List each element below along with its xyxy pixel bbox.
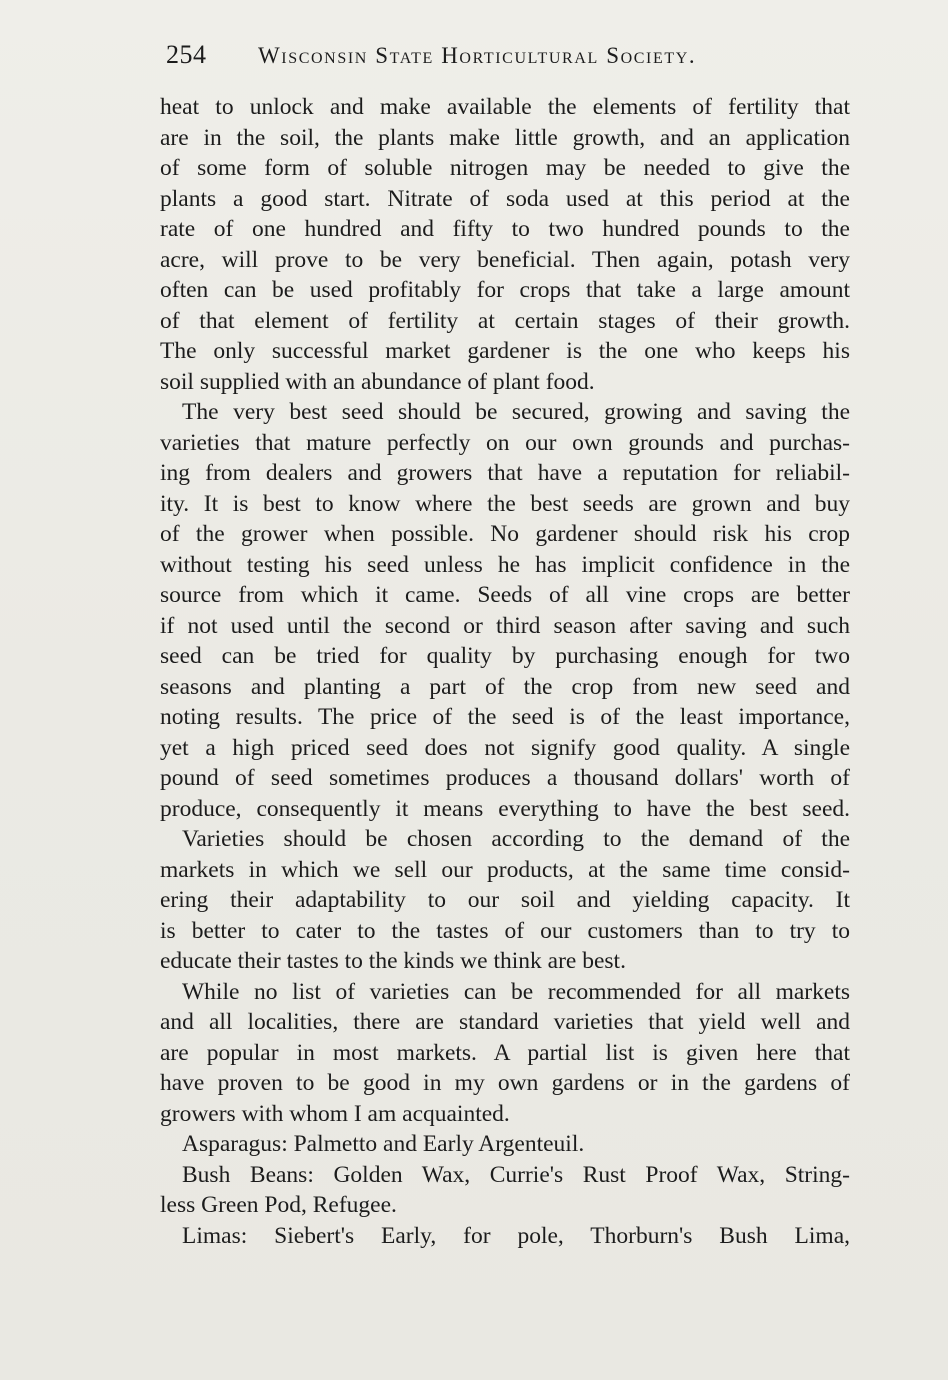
text-line: are popular in most markets. A partial list is given here that	[160, 1039, 850, 1066]
text-line: are in the soil, the plants make little growth, and an application	[160, 124, 850, 151]
page-header	[166, 38, 786, 78]
variety-entry-bush-beans	[160, 1160, 850, 1221]
text-line: Bush Beans: Golden Wax, Currie's Rust Proof Wax, String-	[182, 1161, 850, 1188]
body-text	[160, 92, 850, 1251]
text-line: acre, will prove to be very beneficial. Then again, potash very	[160, 246, 850, 273]
text-line: without testing his seed unless he has implicit confidence in the	[160, 551, 850, 578]
text-line: Varieties should be chosen according to the demand of the	[182, 826, 850, 852]
text-line: often can be used profitably for crops that take a large amount	[160, 277, 850, 303]
text-line: produce, consequently it means everything to have the best seed.	[160, 795, 850, 822]
text-line: if not used until the second or third season after saving and such	[160, 612, 850, 639]
text-line: of that element of fertility at certain stages of their growth.	[160, 307, 850, 334]
text-line: Asparagus: Palmetto and Early Argenteuil.	[182, 1131, 585, 1157]
paragraph-varieties	[160, 824, 850, 977]
text-line: ity. It is best to know where the best seeds are grown and buy	[160, 490, 850, 517]
text-line: and all localities, there are standard varieties that yield well and	[160, 1009, 850, 1035]
variety-entry-limas	[160, 1221, 850, 1252]
paragraph-list-intro	[160, 977, 850, 1130]
text-line: is better to cater to the tastes of our customers than to try to	[160, 917, 850, 944]
text-line: ing from dealers and growers that have a reputation for reliabil-	[160, 460, 850, 486]
text-line: ering their adaptability to our soil and yielding capacity. It	[160, 887, 850, 913]
text-line: growers with whom I am acquainted.	[160, 1100, 510, 1127]
text-line: yet a high priced seed does not signify good quality. A single	[160, 734, 850, 761]
text-line: of some form of soluble nitrogen may be needed to give the	[160, 155, 850, 181]
text-line: seed can be tried for quality by purchasing enough for two	[160, 643, 850, 669]
text-line: pound of seed sometimes produces a thousand dollars' worth of	[160, 765, 850, 791]
text-line: markets in which we sell our products, at the same time consid-	[160, 856, 850, 883]
variety-entry-asparagus	[160, 1129, 850, 1160]
running-head: Wisconsin State Horticultural Society.	[258, 43, 697, 68]
text-line: have proven to be good in my own gardens or in the gardens of	[160, 1070, 850, 1096]
text-line: heat to unlock and make available the elements of fertility that	[160, 94, 850, 120]
text-line: educate their tastes to the kinds we think are best.	[160, 948, 626, 974]
text-line: The only successful market gardener is the one who keeps his	[160, 338, 850, 364]
text-line: varieties that mature perfectly on our own grounds and purchas-	[160, 429, 850, 456]
text-line: rate of one hundred and fifty to two hundred pounds to the	[160, 216, 850, 242]
paragraph-fertility	[160, 92, 850, 397]
text-line: soil supplied with an abundance of plant food.	[160, 368, 595, 395]
text-line: The very best seed should be secured, growing and saving the	[182, 399, 850, 425]
text-line: source from which it came. Seeds of all vine crops are better	[160, 582, 850, 608]
text-line: plants a good start. Nitrate of soda used at this period at the	[160, 185, 850, 212]
text-line: While no list of varieties can be recommended for all markets	[182, 978, 850, 1005]
page-number: 254	[166, 40, 207, 69]
text-line: less Green Pod, Refugee.	[160, 1192, 397, 1218]
text-line: seasons and planting a part of the crop from new seed and	[160, 673, 850, 700]
paragraph-seed	[160, 397, 850, 824]
text-line: of the grower when possible. No gardener should risk his crop	[160, 521, 850, 547]
text-line: noting results. The price of the seed is of the least importance,	[160, 704, 850, 730]
text-line: Limas: Siebert's Early, for pole, Thorburn's Bush Lima,	[182, 1222, 850, 1249]
